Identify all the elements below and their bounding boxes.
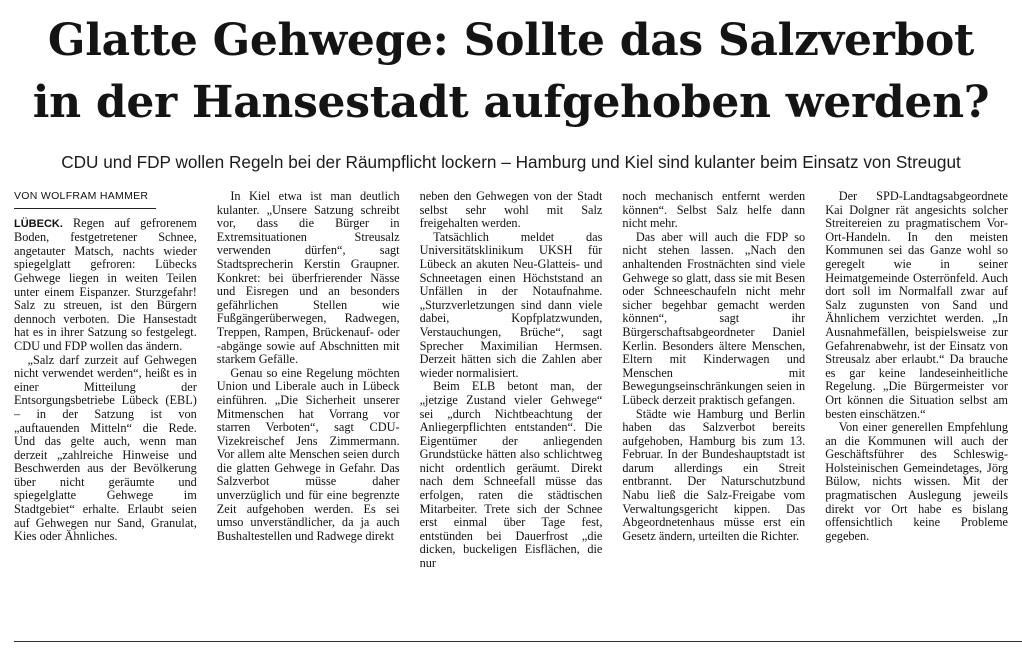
paragraph: Der SPD-Landtagsabgeordnete Kai Dolgner rät angesichts solcher Streitereien zu pragmatischem Vor-Ort-Handeln. In den meisten Kommunen sei das Ganze wohl so geregelt wie in seiner Heimatgemeinde Osterrönfeld. Auch dort soll im Normalfall zwar auf Salz zugunsten von Sand und Ähnlichem verzichtet werden. „In Ausnahmefällen, beispielsweise zur Gefahrenabwehr, ist der Einsatz von Streusalz aber erlaubt.“ Da brauche es gar keine landeseinheitliche Regelung. „Die Bürgermeister vor Ort können die Situation selbst am besten einschätzen.“ <box>825 190 1008 421</box>
headline-line-2: in der Hansestadt aufgehoben werden? <box>32 77 990 128</box>
article-column-2 <box>217 190 400 636</box>
article-column-4 <box>622 190 805 636</box>
dateline: LÜBECK. <box>14 217 63 230</box>
article-column-3 <box>420 190 603 636</box>
article-column-1 <box>14 190 197 636</box>
article-body <box>14 190 1008 636</box>
headline <box>0 10 1022 134</box>
paragraph-text: Regen auf gefrorenem Boden, festgetretener Schnee, angetauter Matsch, nachts wieder spiegelglatt gefroren: Lübecks Gehwege liegen in weiten Teilen unter einem Eispanzer. Sturzgefahr! Salz zu streuen, ist den Bürgern dennoch verboten. Die Hansestadt hat es in ihrer Satzung so festgelegt. CDU und FDP wollen das ändern. <box>14 215 197 353</box>
paragraph: In Kiel etwa ist man deutlich kulanter. „Unsere Satzung schreibt vor, dass die Bürger in Extremsituationen Streusalz verwenden dürfen“, sagt Stadtsprecherin Kerstin Graupner. Konkret: bei überfrierender Nässe und Eisregen und an besonders gefährlichen Stellen wie Fußgängerüberwegen, Radwegen, Treppen, Rampen, Brückenauf- oder -abgänge sowie auf Abschnitten mit starkem Gefälle. <box>216 190 400 367</box>
article-column-5 <box>825 190 1008 636</box>
paragraph: Das aber will auch die FDP so nicht stehen lassen. „Nach den anhaltenden Frostnächten sind viele Gehwege so glatt, dass sie mit Besen oder Schneeschaufeln nicht mehr sicher begehbar gemacht werden können“, sagt ihr Bürgerschaftsabgeordneter Daniel Kerlin. Besonders ältere Menschen, Eltern mit Kinderwagen und Menschen mit Bewegungseinschränkungen seien in Lübeck derzeit praktisch gefangen. <box>622 229 806 407</box>
paragraph: Genau so eine Regelung möchten Union und Liberale auch in Lübeck einführen. „Die Sicherheit unserer Mitmenschen hat Vorrang vor starren Verboten“, sagt CDU-Vizekreischef Jens Zimmermann. Vor allem alte Menschen seien durch die glatten Gehwege in Gefahr. Das Salzverbot müsse daher unverzüglich und für eine begrenzte Zeit aufgehoben werden. Es sei umso unverständlicher, da ja auch Bushaltestellen und Radwege direkt <box>216 365 400 543</box>
paragraph: Beim ELB betont man, der „jetzige Zustand vieler Gehwege“ sei „durch Nichtbeachtung der Anliegerpflichten entstanden“. Die Eigentümer der anliegenden Grundstücke hätten also schlichtweg nicht ordentlich geräumt. Direkt nach dem Schneefall müsse das erfolgen, raten die städtischen Mitarbeiter. Trete sich der Schnee erst einmal über Tage fest, entstünden bei Dauerfrost „die dicken, buckeligen Eisflächen, die nur <box>419 379 603 571</box>
paragraph: Städte wie Hamburg und Berlin haben das Salzverbot bereits aufgehoben, Hamburg bis zum 13. Februar. In der Bundeshauptstadt ist darum allerdings ein Streit entbrannt. Der Naturschutzbund Nabu ließ die Salz-Freigabe vom Verwaltungsgericht kippen. Das Abgeordnetenhaus müsse erst ein Gesetz ändern, urteilten die Richter. <box>622 406 806 543</box>
subheadline: CDU und FDP wollen Regeln bei der Räumpflicht lockern – Hamburg und Kiel sind kulanter beim Einsatz von Streugut <box>61 152 961 172</box>
lead-paragraph <box>14 217 197 354</box>
paragraph: „Salz darf zurzeit auf Gehwegen nicht verwendet werden“, heißt es in einer Mitteilung der Entsorgungsbetriebe Lübeck (EBL) – in der Satzung ist von „auftauenden Mitteln“ die Rede. Und das gelte auch, wenn man derzeit „zahlreiche Hinweise und Beschwerden aus der Bevölkerung über nicht geräumte und spiegelglatte Gehwege im Stadtgebiet“ erhalte. Erlaubt seien auf Gehwegen nur Sand, Granulat, Kies oder Ähnliches. <box>14 352 197 544</box>
paragraph: Von einer generellen Empfehlung an die Kommunen will auch der Geschäftsführer des Schleswig-Holsteinischen Gemeindetages, Jörg Bülow, nichts wissen. Mit der pragmatischen Auslegung jeweils direkt vor Ort habe es bislang offensichtlich keine Probleme gegeben. <box>825 420 1008 543</box>
headline-line-1: Glatte Gehwege: Sollte das Salzverbot <box>47 15 975 66</box>
paragraph: noch mechanisch entfernt werden können“. Selbst Salz helfe dann nicht mehr. <box>622 190 806 231</box>
bottom-rule <box>14 641 1022 642</box>
paragraph: Tatsächlich meldet das Universitätsklinikum UKSH für Lübeck an akuten Neu-Glatteis- und Schneetagen einen Höchststand an Unfällen in der Notaufnahme. „Sturzverletzungen sind dann viele dabei, Kopfplatzwunden, Verstauchungen, Brüche“, sagt Sprecher Maximilian Hermsen. Derzeit hätten sich die Zahlen aber wieder normalisiert. <box>419 229 603 380</box>
byline: VON WOLFRAM HAMMER <box>14 190 156 209</box>
paragraph: neben den Gehwegen von der Stadt selbst sehr wohl mit Salz freigehalten werden. <box>419 190 603 231</box>
